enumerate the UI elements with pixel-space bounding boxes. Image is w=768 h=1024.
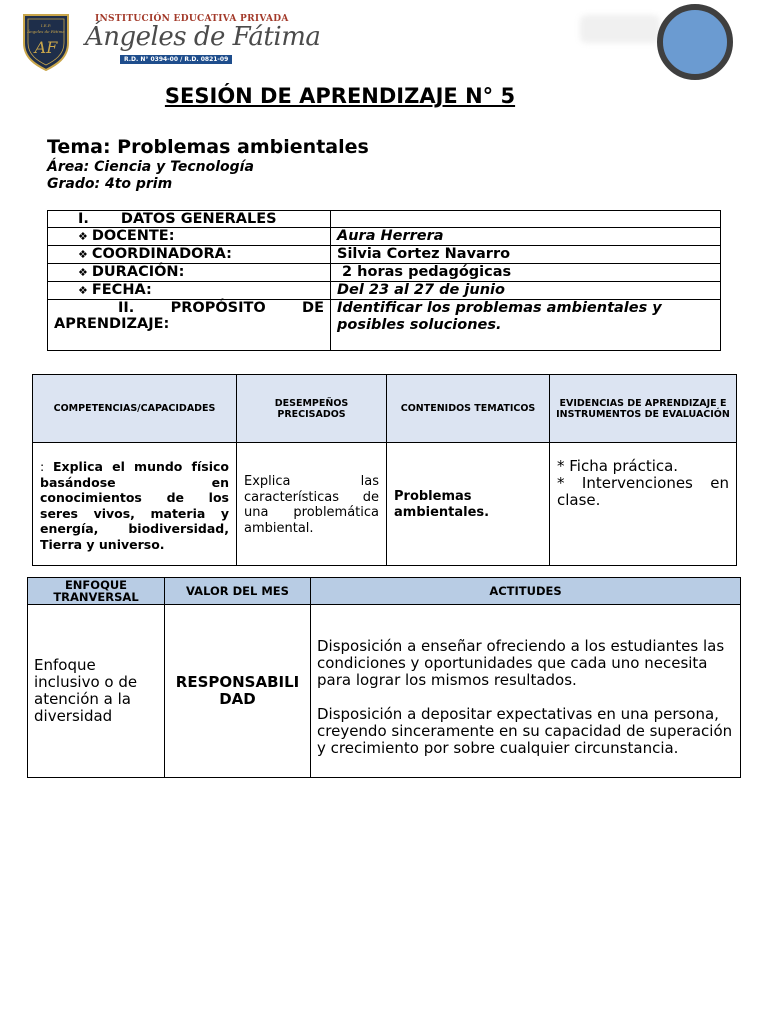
fecha-value: Del 23 al 27 de junio <box>331 282 721 300</box>
table-row <box>48 300 721 351</box>
shield-name-text: Ángeles de Fátima <box>27 29 65 34</box>
table-row <box>48 228 721 246</box>
competencia-prefix: : <box>40 459 53 474</box>
contenido-text: Problemas ambientales. <box>394 489 490 520</box>
table-row <box>48 211 721 228</box>
table-header-row <box>28 578 741 605</box>
header-contenidos: CONTENIDOS TEMATICOS <box>387 375 550 443</box>
desempeno-text: Explica las características de una problemática ambiental. <box>244 474 379 536</box>
datos-heading: DATOS GENERALES <box>120 211 277 227</box>
fecha-label: FECHA: <box>91 282 152 298</box>
shield-top-text: I.E.P. <box>40 23 52 28</box>
header-enfoque: ENFOQUE TRANVERSAL <box>28 578 165 605</box>
institution-line: INSTITUCIÓN EDUCATIVA PRIVADA <box>95 14 289 24</box>
header-competencias: COMPETENCIAS/CAPACIDADES <box>33 375 237 443</box>
diamond-bullet-icon: ❖ <box>78 230 88 243</box>
blurred-area <box>580 15 660 43</box>
table-row <box>48 282 721 300</box>
coordinadora-label: COORDINADORA: <box>91 246 232 262</box>
evidencia-item: * Ficha práctica. <box>557 457 679 475</box>
table-header-row <box>33 375 737 443</box>
photo-placeholder-circle <box>657 4 733 80</box>
docente-label: DOCENTE: <box>91 228 175 244</box>
rd-numbers: R.D. N° 0394-00 / R.D. 0821-09 <box>120 55 232 64</box>
datos-generales-table <box>47 210 721 351</box>
table-row <box>48 246 721 264</box>
tema-line: Tema: Problemas ambientales <box>47 136 369 158</box>
section-number: I. <box>78 211 89 227</box>
proposito-label-2: APRENDIZAJE: <box>54 316 170 332</box>
area-line: Área: Ciencia y Tecnología <box>47 159 254 175</box>
proposito-value: Identificar los problemas ambientales y posibles soluciones. <box>331 300 721 351</box>
proposito-label-1: II. PROPÓSITO DE <box>118 300 324 316</box>
header-desempenos: DESEMPEÑOS PRECISADOS <box>237 375 387 443</box>
docente-value: Aura Herrera <box>331 228 721 246</box>
competencias-table <box>32 374 737 566</box>
session-title: SESIÓN DE APRENDIZAJE N° 5 <box>164 84 516 108</box>
table-row <box>33 443 737 566</box>
actitud-2: Disposición a depositar expectativas en una persona, creyendo sinceramente en su capacidad de superación y crecimiento por sobre cualquier circunstancia. <box>317 704 733 757</box>
diamond-bullet-icon: ❖ <box>78 284 88 297</box>
actitud-1: Disposición a enseñar ofreciendo a los estudiantes las condiciones y oportunidades que cada uno necesita para lograr los mismos resultados. <box>317 636 725 689</box>
shield-monogram: AF <box>34 38 58 57</box>
header-valor: VALOR DEL MES <box>165 578 311 605</box>
evidencia-item: * Intervenciones en clase. <box>557 474 729 509</box>
coordinadora-value: Silvia Cortez Navarro <box>331 246 721 264</box>
valor-text: RESPONSABILIDAD <box>165 605 311 778</box>
school-name: Ángeles de Fátima <box>85 22 321 52</box>
school-shield-logo <box>22 13 70 71</box>
header-actitudes: ACTITUDES <box>311 578 741 605</box>
header-evidencias: EVIDENCIAS DE APRENDIZAJE E INSTRUMENTOS DE EVALUACIÓN <box>550 375 737 443</box>
diamond-bullet-icon: ❖ <box>78 248 88 261</box>
competencia-text: Explica el mundo físico basándose en conocimientos de los seres vivos, materia y energía, biodiversidad, Tierra y universo. <box>40 459 229 552</box>
grado-line: Grado: 4to prim <box>47 176 173 192</box>
enfoque-text: Enfoque inclusivo o de atención a la diversidad <box>28 605 165 778</box>
table-row <box>48 264 721 282</box>
table-row <box>28 605 741 778</box>
duracion-value: 2 horas pedagógicas <box>331 264 721 282</box>
enfoque-table <box>27 577 741 778</box>
duracion-label: DURACIÓN: <box>91 264 185 280</box>
diamond-bullet-icon: ❖ <box>78 266 88 279</box>
